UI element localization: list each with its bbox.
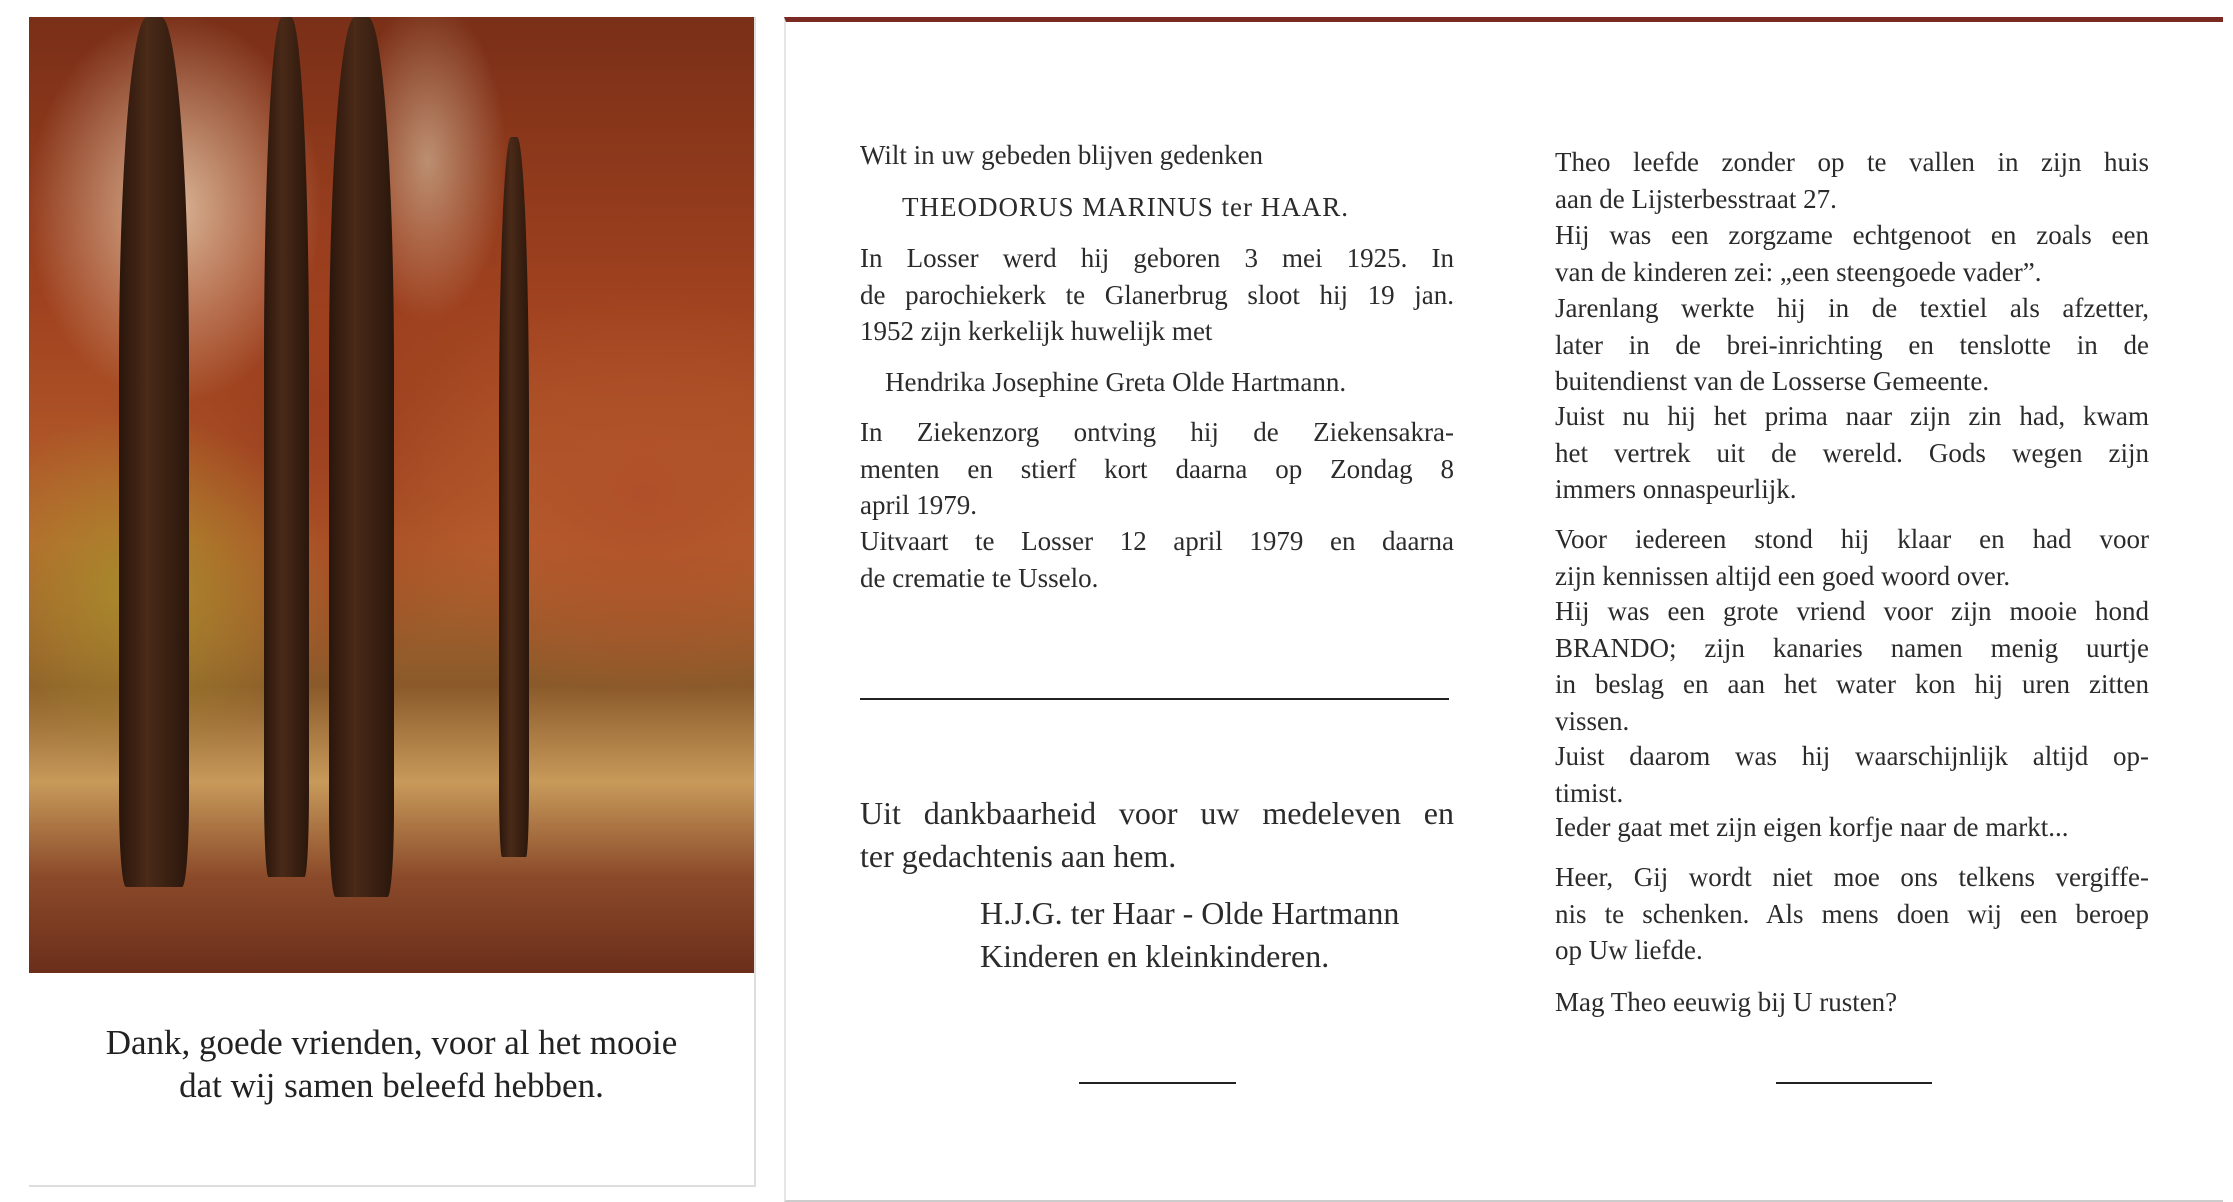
text-line: op Uw liefde. <box>1555 935 1703 965</box>
text-line: zijn kennissen altijd een goed woord over. <box>1555 560 2011 591</box>
caption-line: dat wij samen beleefd hebben. <box>179 1066 604 1105</box>
text-line: Wilt in uw gebeden blijven gedenken <box>860 140 1264 170</box>
text-line: In Losser werd hij geboren 3 mei 1925. In <box>860 243 1454 273</box>
paragraph-closing <box>1555 984 2149 1021</box>
funeral-paragraph <box>860 523 1454 596</box>
photo-card <box>29 17 756 1187</box>
photo-caption <box>29 973 754 1185</box>
text-line: Juist daarom was hij waarschijnlijk altijd op- <box>1555 741 2149 771</box>
text-line: vissen. <box>1555 705 1630 736</box>
text-line: Hendrika Josephine Greta Olde Hartmann. <box>885 367 1347 397</box>
text-line: van de kinderen zei: „een steengoede vader”. <box>1555 256 2042 287</box>
text-line: in beslag en aan het water kon hij uren zitten <box>1555 669 2149 699</box>
birth-paragraph <box>860 240 1454 350</box>
paragraph-prayer <box>1555 859 2149 969</box>
text-line: april 1979. <box>860 490 977 520</box>
text-line: H.J.G. ter Haar - Olde Hartmann <box>980 895 1400 931</box>
short-rule <box>1776 1082 1932 1084</box>
deceased-name <box>902 189 1462 226</box>
text-line: Heer, Gij wordt niet moe ons telkens vergiffe- <box>1555 862 2149 892</box>
text-line: later in de brei-inrichting en tenslotte in de <box>1555 329 2149 360</box>
paragraph-home <box>1555 144 2149 217</box>
paragraph-proverb <box>1555 809 2149 846</box>
signature <box>980 892 1460 978</box>
text-line: buitendienst van de Losserse Gemeente. <box>1555 366 1990 396</box>
text-line: menten en stierf kort daarna op Zondag 8 <box>860 453 1454 484</box>
autumn-forest-photo <box>29 17 754 973</box>
divider <box>860 698 1449 700</box>
text-line: THEODORUS MARINUS ter HAAR. <box>902 192 1350 222</box>
text-line: Uitvaart te Losser 12 april 1979 en daarna <box>860 526 1454 556</box>
text-line: ter gedachtenis aan hem. <box>860 838 1177 874</box>
death-paragraph <box>860 414 1454 524</box>
tree-trunk <box>119 17 189 887</box>
text-line: Hij was een zorgzame echtgenoot en zoals een <box>1555 220 2149 250</box>
short-rule <box>1079 1082 1236 1084</box>
intro-text <box>860 137 1454 174</box>
text-line: 1952 zijn kerkelijk huwelijk met <box>860 316 1213 346</box>
text-line: het vertrek uit de wereld. Gods wegen zijn <box>1555 437 2149 468</box>
text-line: Kinderen en kleinkinderen. <box>980 938 1330 974</box>
text-line: aan de Lijsterbesstraat 27. <box>1555 183 1837 214</box>
text-line: immers onnaspeurlijk. <box>1555 474 1797 504</box>
text-line: Hij was een grote vriend voor zijn mooie hond <box>1555 596 2149 626</box>
text-line: Voor iedereen stond hij klaar en had voor <box>1555 524 2149 554</box>
text-line: Mag Theo eeuwig bij U rusten? <box>1555 987 1898 1017</box>
text-line: Juist nu hij het prima naar zijn zin had, kwam <box>1555 401 2149 431</box>
paragraph-departure <box>1555 398 2149 508</box>
text-line: de crematie te Usselo. <box>860 562 1099 593</box>
tree-trunk <box>264 17 309 877</box>
paragraph-helpful <box>1555 521 2149 594</box>
text-line: BRANDO; zijn kanaries namen menig uurtje <box>1555 632 2149 663</box>
spouse-name <box>885 364 1455 401</box>
text-line: Uit dankbaarheid voor uw medeleven en <box>860 795 1454 831</box>
caption-line: Dank, goede vrienden, voor al het mooie <box>105 1023 678 1062</box>
text-line: de parochiekerk te Glanerbrug sloot hij 19 jan. <box>860 279 1454 310</box>
tree-trunk <box>499 137 529 857</box>
text-line: Theo leefde zonder op te vallen in zijn huis <box>1555 147 2149 177</box>
paragraph-work <box>1555 290 2149 400</box>
tree-trunk <box>329 17 394 897</box>
text-line: In Ziekenzorg ontving hij de Ziekensakra- <box>860 417 1454 447</box>
paragraph-hobbies <box>1555 593 2149 739</box>
text-line: Jarenlang werkte hij in de textiel als afzetter, <box>1555 293 2149 323</box>
text-line: nis te schenken. Als mens doen wij een beroep <box>1555 898 2149 929</box>
paragraph-optimist <box>1555 738 2149 811</box>
text-line: timist. <box>1555 777 1624 808</box>
paragraph-husband <box>1555 217 2149 290</box>
thanks-paragraph <box>860 792 1454 878</box>
text-line: Ieder gaat met zijn eigen korfje naar de markt... <box>1555 812 2069 842</box>
